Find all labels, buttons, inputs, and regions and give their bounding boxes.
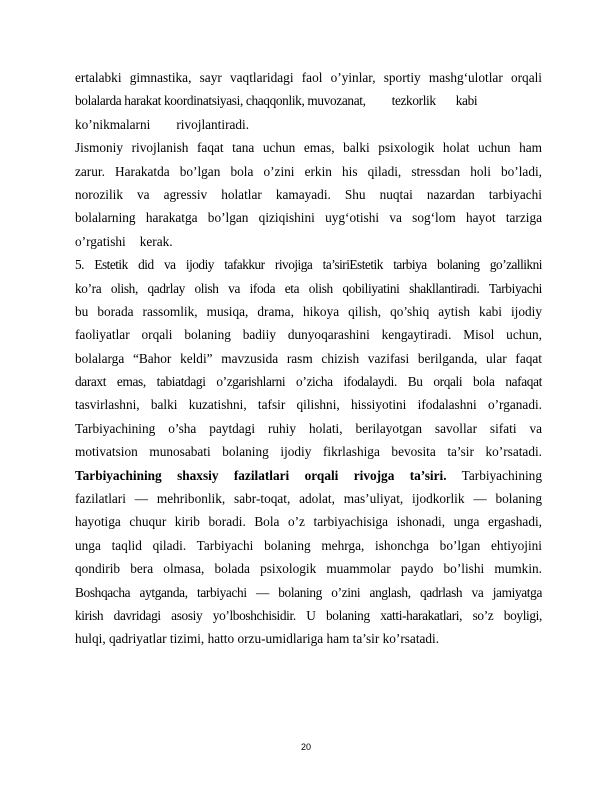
text-line: unga taqlid qiladi. Tarbiyachi bolaning mehrga, ishonchga bo’lgan ehtiyojini [75,537,542,553]
text-line: zarur. Harakatda bo’lgan bola o’zini erkin his qiladi, stressdan holi bo’ladi, [75,163,542,179]
text-fragment: rivojlantiradi. [176,116,250,132]
text-line: qondirib bera olmasa, bolada psixologik muammolar paydo bo’lishi mumkin. [75,561,542,577]
text-line [75,464,542,487]
text-line: norozilik va agressiv holatlar kamayadi. Shu nuqtai nazardan tarbiyachi [75,186,542,202]
text-fragment: ko’nikmalarni [75,116,151,132]
text-line: 5. Estetik did va ijodiy tafakkur rivojiga ta’siriEstetik tarbiya bolaning go’zallikni [75,257,542,273]
text-line [75,89,542,112]
text-fragment: tezkorlik [391,93,436,109]
text-line: bolalarning harakatga bo’lgan qiziqishini uyg‘otishi va sog‘lom hayot tarziga [75,210,542,226]
text-line: fazilatlari — mehribonlik, sabr-toqat, adolat, mas’uliyat, ijodkorlik — bolaning [75,491,542,507]
body-text [75,66,542,651]
text-line [75,113,542,136]
text-fragment: Tarbiyachining [461,467,542,483]
text-line: tasvirlashni, balki kuzatishni, tafsir qilishni, hissiyotini ifodalashni o’rganadi. [75,397,542,413]
text-line: Boshqacha aytganda, tarbiyachi — bolaning o’zini anglash, qadrlash va jamiyatga [75,584,542,600]
text-fragment: o’rgatishi [75,233,126,249]
text-line: bolalarga “Bahor keldi” mavzusida rasm chizish vazifasi berilganda, ular faqat [75,350,542,366]
text-line: daraxt emas, tabiatdagi o’zgarishlarni o’zicha ifodalaydi. Bu orqali bola nafaqat [75,374,542,390]
page-number: 20 [300,742,311,752]
text-fragment: bolalarda harakat koordinatsiyasi, chaqqonlik, muvozanat, [75,93,366,109]
text-fragment: kerak. [139,233,173,249]
text-line: Jismoniy rivojlanish faqat tana uchun emas, balki psixologik holat uchun ham [75,140,542,156]
text-line: ko’ra olish, qadrlay olish va ifoda eta olish qobiliyatini shakllantiradi. Tarbiyachi [75,280,542,296]
text-line: Tarbiyachining o’sha paytdagi ruhiy holati, berilayotgan savollar sifati va [75,420,542,436]
text-fragment: kabi [455,93,478,109]
text-line: hayotiga chuqur kirib boradi. Bola o’z tarbiyachisiga ishonadi, unga ergashadi, [75,514,542,530]
text-line: kirish davridagi asosiy yo’lboshchisidir. U bolaning xatti-harakatlari, so’z boyligi, [75,607,542,623]
text-line: ertalabki gimnastika, sayr vaqtlaridagi faol o’yinlar, sportiy mashg‘ulotlar orqali [75,70,542,85]
text-line [75,230,542,253]
text-line: faoliyatlar orqali bolaning badiiy dunyoqarashini kengaytiradi. Misol uchun, [75,327,542,343]
section-heading: Tarbiyachining shaxsiy fazilatlari orqali rivojga ta’siri. [75,467,447,483]
text-line: bu borada rassomlik, musiqa, drama, hikoya qilish, qo’shiq aytish kabi ijodiy [75,303,542,319]
text-line: motivatsion munosabati bolaning ijodiy fikrlashiga bevosita ta’sir ko’rsatadi. [75,444,542,460]
text-line: hulqi, qadriyatlar tizimi, hatto orzu-umidlariga ham ta’sir ko’rsatadi. [75,631,440,647]
